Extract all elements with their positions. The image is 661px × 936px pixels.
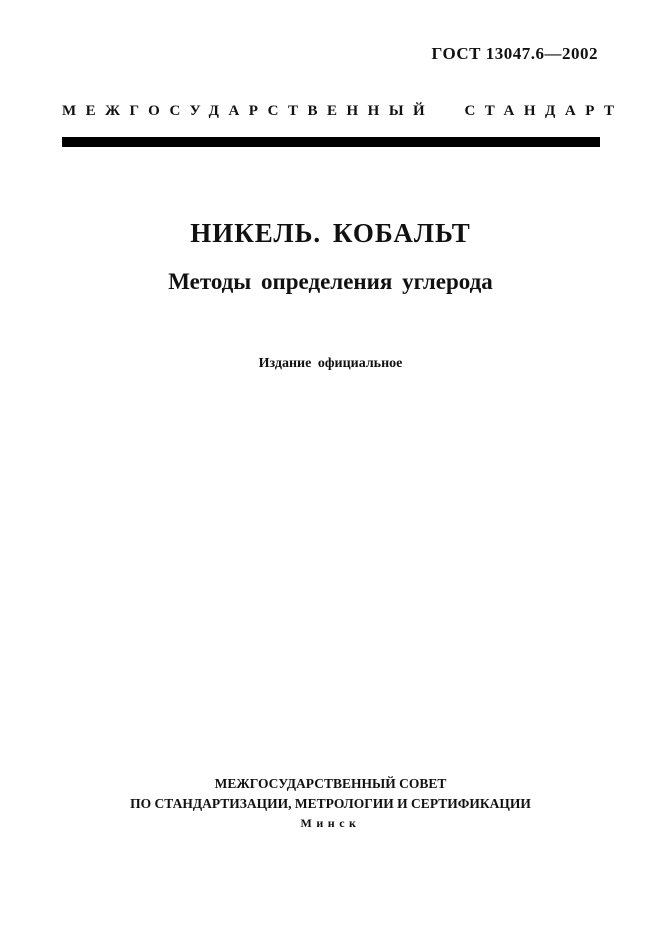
standard-type-heading: МЕЖГОСУДАРСТВЕННЫЙ СТАНДАРТ — [62, 103, 624, 119]
edition-note: Издание официальное — [258, 356, 403, 371]
publisher-council-line: МЕЖГОСУДАРСТВЕННЫЙ СОВЕТ — [214, 776, 447, 791]
document-subtitle: Методы определения углерода — [168, 269, 493, 294]
document-title: НИКЕЛЬ. КОБАЛЬТ — [190, 218, 471, 248]
publisher-standardization-line: ПО СТАНДАРТИЗАЦИИ, МЕТРОЛОГИИ И СЕРТИФИКАЦИИ — [130, 796, 531, 811]
publisher-city: Минск — [300, 816, 361, 830]
divider-rule — [62, 137, 600, 147]
publisher-block — [0, 774, 661, 833]
standard-number: ГОСТ 13047.6—2002 — [431, 44, 598, 63]
